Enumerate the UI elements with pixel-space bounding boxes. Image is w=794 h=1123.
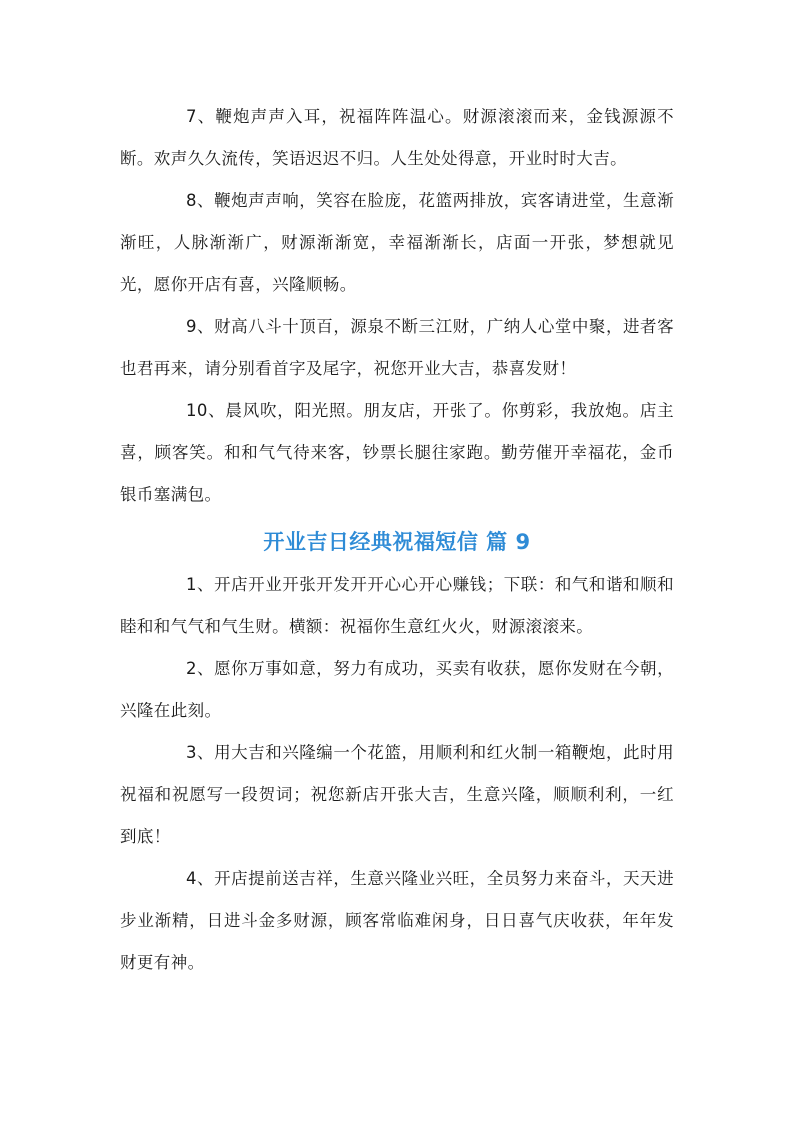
- paragraph-7: 7、鞭炮声声入耳，祝福阵阵温心。财源滚滚而来，金钱源源不断。欢声久久流传，笑语迟迟不归。人生处处得意，开业时时大吉。: [120, 107, 674, 168]
- paragraph-1: 1、开店开业开张开发开开心心开心赚钱；下联：和气和谐和顺和睦和和气气和气生财。横额：祝福你生意红火火，财源滚滚来。: [120, 575, 674, 636]
- paragraph-8: 8、鞭炮声声响，笑容在脸庞，花篮两排放，宾客请进堂，生意渐渐旺，人脉渐渐广，财源渐渐宽，幸福渐渐长，店面一开张，梦想就见光，愿你开店有喜，兴隆顺畅。: [120, 191, 674, 294]
- paragraph-3: 3、用大吉和兴隆编一个花篮，用顺利和红火制一箱鞭炮，此时用祝福和祝愿写一段贺词；祝您新店开张大吉，生意兴隆，顺顺利利，一红到底！: [120, 743, 674, 846]
- section-heading: 开业吉日经典祝福短信 篇 9: [263, 530, 531, 554]
- paragraph-9: 9、财高八斗十顶百，源泉不断三江财，广纳人心堂中聚，进者客也君再来，请分别看首字及尾字，祝您开业大吉，恭喜发财！: [120, 317, 674, 378]
- paragraph-10: 10、晨风吹，阳光照。朋友店，开张了。你剪彩，我放炮。店主喜，顾客笑。和和气气待来客，钞票长腿往家跑。勤劳催开幸福花，金币银币塞满包。: [120, 401, 674, 504]
- paragraph-2: 2、愿你万事如意，努力有成功，买卖有收获，愿你发财在今朝，兴隆在此刻。: [120, 659, 674, 720]
- paragraph-4: 4、开店提前送吉祥，生意兴隆业兴旺，全员努力来奋斗，天天进步业渐精，日进斗金多财源，顾客常临难闲身，日日喜气庆收获，年年发财更有神。: [120, 869, 674, 972]
- document-page: [120, 96, 674, 984]
